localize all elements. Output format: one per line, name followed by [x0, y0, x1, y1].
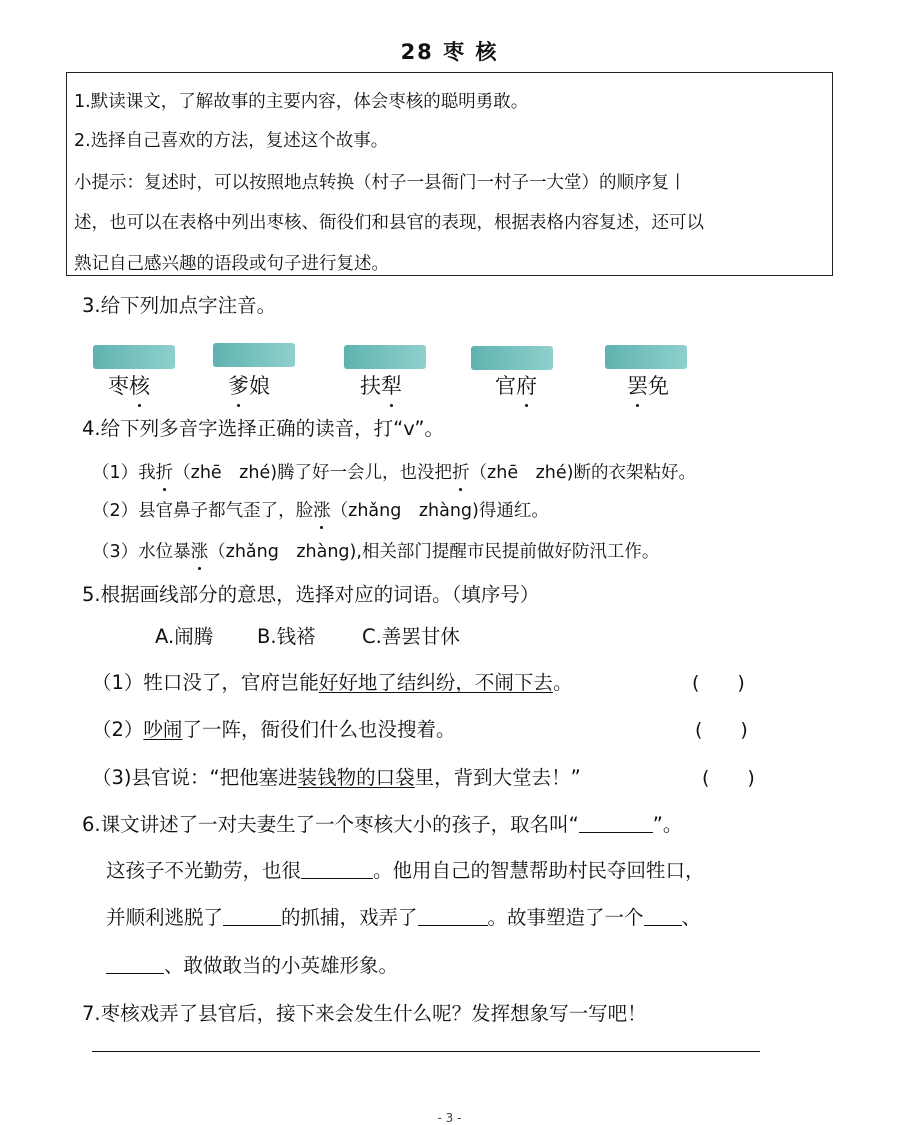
question-3-prompt: 3.给下列加点字注音。 [82, 294, 277, 317]
goal-1: 1.默读课文，了解故事的主要内容，体会枣核的聪明勇敢。 [74, 92, 529, 112]
question-4-prompt: 4.给下列多音字选择正确的读音，打“v”。 [82, 417, 445, 440]
question-4-item-3: （3）水位暴涨（zhǎng zhàng),相关部门提醒市民提前做好防汛工作。 [92, 538, 659, 563]
question-6-line-4: 、敢做敢当的小英雄形象。 [106, 950, 398, 978]
tip-line-3: 熟记自己感兴趣的语段或句子进行复述。 [74, 254, 389, 274]
option-c: C.善罢甘休 [362, 625, 460, 648]
question-5-item-2: （2）吵闹了一阵，衙役们什么也没搜着。 [92, 718, 456, 741]
pinyin-answer-box[interactable] [213, 343, 295, 367]
fill-blank[interactable] [301, 859, 373, 880]
question-6-line-3: 并顺利逃脱了 的抓捕，戏弄了 。故事塑造了一个 、 [106, 906, 702, 929]
question-5-prompt: 5.根据画线部分的意思，选择对应的词语。（填序号） [82, 583, 540, 606]
fill-blank[interactable] [106, 954, 164, 975]
answer-paren[interactable]: ( ) [692, 672, 745, 694]
pinyin-answer-box[interactable] [344, 345, 426, 369]
fill-blank[interactable] [418, 906, 488, 927]
goal-2: 2.选择自己喜欢的方法，复述这个故事。 [74, 131, 389, 151]
answer-paren[interactable]: ( ) [695, 719, 748, 741]
word-item: 枣核 [108, 370, 150, 400]
pinyin-answer-box[interactable] [605, 345, 687, 369]
question-7-prompt: 7.枣核戏弄了县官后，接下来会发生什么呢？发挥想象写一写吧！ [82, 1002, 647, 1025]
page-number: - 3 - [437, 1111, 462, 1125]
word-item: 爹娘 [228, 370, 270, 400]
page-title: 28 枣 核 [400, 40, 499, 64]
word-item: 官府 [495, 370, 537, 400]
tip-line-1: 小提示：复述时，可以按照地点转换（村子一县衙门一村子一大堂）的顺序复丨 [74, 173, 687, 193]
answer-writing-line[interactable] [92, 1051, 760, 1052]
question-5-item-3: （3)县官说：“把他塞进装钱物的口袋里，背到大堂去！” [92, 766, 581, 789]
word-item: 罢免 [627, 370, 669, 400]
option-a: A.闹腾 [155, 625, 214, 648]
question-6-line-1: 6.课文讲述了一对夫妻生了一个枣核大小的孩子，取名叫“ ”。 [82, 813, 683, 836]
question-4-item-2: （2）县官鼻子都气歪了，脸涨（zhǎng zhàng)得通红。 [92, 497, 549, 522]
fill-blank[interactable] [223, 906, 281, 927]
fill-blank[interactable] [644, 906, 682, 927]
question-4-item-1: （1）我折（zhē zhé)腾了好一会儿，也没把折（zhē zhé)断的衣架粘好。 [92, 459, 696, 484]
question-5-item-1: （1）牲口没了，官府岂能好好地了结纠纷，不闹下去。 [92, 671, 573, 694]
option-b: B.钱褡 [257, 625, 316, 648]
question-6-line-2: 这孩子不光勤劳，也很 。他用自己的智慧帮助村民夺回牲口， [106, 859, 705, 882]
pinyin-answer-box[interactable] [471, 346, 553, 370]
pinyin-answer-box[interactable] [93, 345, 175, 369]
tip-line-2: 述，也可以在表格中列出枣核、衙役们和县官的表现，根据表格内容复述，还可以 [74, 213, 704, 233]
answer-paren[interactable]: ( ) [702, 767, 755, 789]
word-item: 扶犁 [360, 370, 402, 400]
fill-blank[interactable] [579, 813, 653, 834]
